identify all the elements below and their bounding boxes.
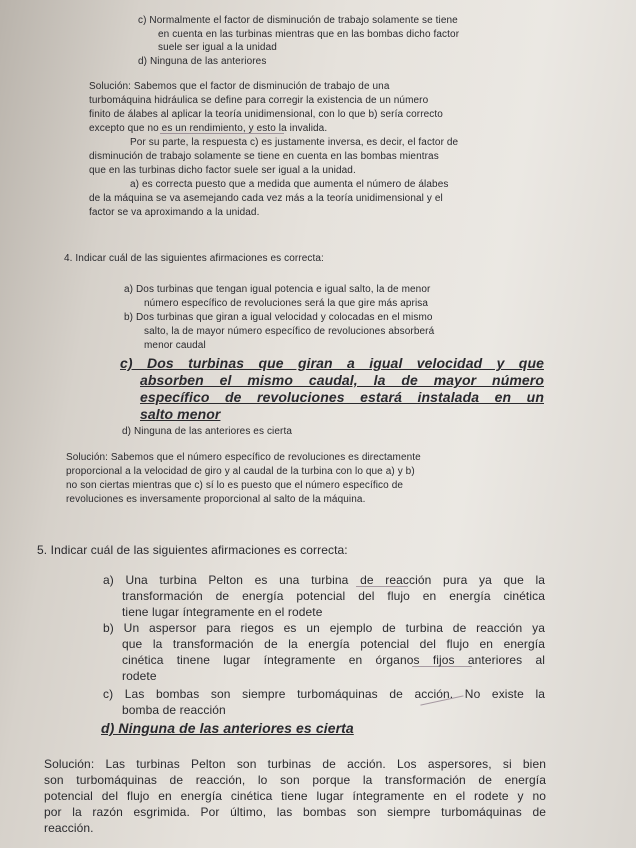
q4-option-c-line3: específico de revoluciones estará instalada en un (140, 389, 544, 405)
q5-solution-line3: potencial del flujo en energía cinética tiene lugar íntegramente en el rodete y no (44, 789, 546, 803)
q4-option-b-line1: b) Dos turbinas que giran a igual velocidad y colocadas en el mismo (124, 312, 433, 323)
q3-option-c-line1: c) Normalmente el factor de disminución de trabajo solamente se tiene (138, 15, 458, 26)
q5-option-b-line4: rodete (122, 669, 157, 683)
q3-option-d: d) Ninguna de las anteriores (138, 56, 267, 67)
q3-option-c-line2: en cuenta en las turbinas mientras que en las bombas dicho factor (158, 29, 460, 40)
q4-option-c-line4: salto menor (140, 406, 221, 422)
q3-solution-line4: excepto que no es un rendimiento, y esto la invalida. (89, 123, 328, 134)
q4-option-d: d) Ninguna de las anteriores es cierta (122, 426, 293, 437)
q5-solution-line5: reacción. (44, 821, 94, 835)
q5-solution-line2: son turbomáquinas de reacción, lo son porque la transformación de energía (44, 773, 546, 787)
q3-solution-line1: Solución: Sabemos que el factor de disminución de trabajo de una (89, 81, 390, 92)
q5-option-d: d) Ninguna de las anteriores es cierta (101, 720, 354, 736)
q5-option-b-line3: cinética tinene lugar íntegramente en órganos fijos anteriores al (122, 653, 545, 667)
q5-option-a-line2: transformación de energía potencial del flujo en energía cinética (122, 589, 545, 603)
q4-option-c-line2: absorben el mismo caudal, la de mayor número (140, 372, 544, 388)
q3-solution-line5: Por su parte, la respuesta c) es justamente inversa, es decir, el factor de (130, 137, 459, 148)
handwritten-underline (160, 133, 284, 134)
q4-solution-line2: proporcional a la velocidad de giro y al caudal de la turbina con lo que a) y b) (66, 466, 415, 477)
q5-option-a-line3: tiene lugar íntegramente en el rodete (122, 605, 323, 619)
q5-option-b-line2: que la transformación de la energía potencial del flujo en energía (122, 637, 545, 651)
handwritten-underline (356, 586, 408, 587)
q4-option-a-line1: a) Dos turbinas que tengan igual potencia e igual salto, la de menor (124, 284, 431, 295)
q4-title: 4. Indicar cuál de las siguientes afirmaciones es correcta: (64, 253, 324, 264)
q3-solution-line2: turbomáquina hidráulica se define para corregir la existencia de un número (89, 95, 429, 106)
q4-option-b-line2: salto, la de mayor número específico de revoluciones absorberá (144, 326, 435, 337)
q4-solution-line4: revoluciones es inversamente proporcional al salto de la máquina. (66, 494, 366, 505)
q5-solution-line1: Solución: Las turbinas Pelton son turbinas de acción. Los aspersores, si bien (44, 757, 546, 771)
q4-solution-line3: no son ciertas mientras que c) sí lo es puesto que el número específico de (66, 480, 404, 491)
q3-solution-line6: disminución de trabajo solamente se tiene en cuenta en las bombas mientras (89, 151, 439, 162)
q5-option-a-line1: a) Una turbina Pelton es una turbina de reacción pura ya que la (103, 573, 545, 587)
q5-option-c-line2: bomba de reacción (122, 703, 226, 717)
q4-option-a-line2: número específico de revoluciones será la que gire más aprisa (144, 298, 429, 309)
q5-title: 5. Indicar cuál de las siguientes afirmaciones es correcta: (37, 543, 348, 557)
q3-solution-line3: finito de álabes al aplicar la teoría unidimensional, con lo que b) sería correcto (89, 109, 443, 120)
q5-option-b-line1: b) Un aspersor para riegos es un ejemplo de turbina de reacción ya (103, 621, 545, 635)
q4-option-b-line3: menor caudal (144, 340, 206, 351)
q3-solution-line9: de la máquina se va asemejando cada vez más a la teoría unidimensional y el (89, 193, 443, 204)
q3-solution-line10: factor se va aproximando a la unidad. (89, 207, 260, 218)
q3-option-c-line3: suele ser igual a la unidad (158, 42, 277, 53)
handwritten-underline (412, 666, 472, 667)
q5-solution-line4: por la razón esgrimida. Por último, las bombas son siempre turbomáquinas de (44, 805, 546, 819)
q4-option-c-line1: c) Dos turbinas que giran a igual velocidad y que (120, 355, 544, 371)
q4-solution-line1: Solución: Sabemos que el número específico de revoluciones es directamente (66, 452, 421, 463)
q3-solution-line7: que en las turbinas dicho factor suele ser igual a la unidad. (89, 165, 356, 176)
q3-solution-line8: a) es correcta puesto que a medida que aumenta el número de álabes (130, 179, 449, 190)
q5-option-c-line1: c) Las bombas son siempre turbomáquinas de acción. No existe la (103, 687, 545, 701)
